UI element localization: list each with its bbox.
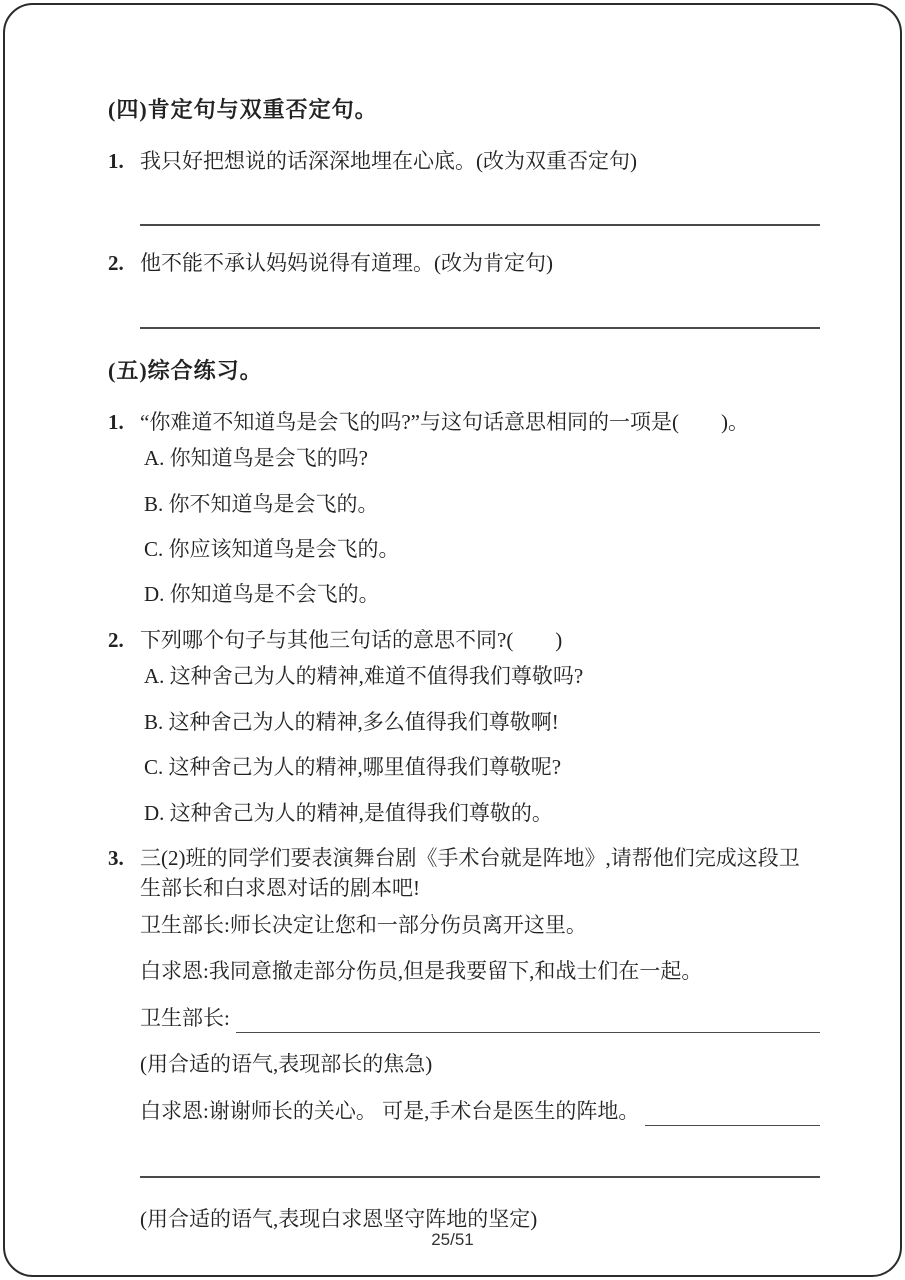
dialogue-line: 卫生部长:师长决定让您和一部分伤员离开这里。 bbox=[140, 912, 587, 937]
dialogue-label: 卫生部长: bbox=[140, 1005, 230, 1030]
question-4-2 bbox=[108, 248, 820, 278]
section-4-title: (四)肯定句与双重否定句。 bbox=[108, 97, 378, 122]
question-number: 1. bbox=[108, 409, 124, 434]
question-text: 我只好把想说的话深深地埋在心底。(改为双重否定句) bbox=[140, 148, 637, 173]
answer-line bbox=[140, 285, 820, 329]
dialogue-blank-row bbox=[140, 1096, 820, 1126]
question-5-1 bbox=[108, 407, 820, 437]
question-5-2 bbox=[108, 625, 820, 655]
option-a: A. 你知道鸟是会飞的吗? bbox=[144, 446, 368, 471]
answer-line bbox=[140, 1142, 820, 1178]
option-d: D. 你知道鸟是不会飞的。 bbox=[144, 582, 380, 607]
page-number: 25/51 bbox=[431, 1230, 474, 1249]
question-text: 三(2)班的同学们要表演舞台剧《手术台就是阵地》,请帮他们完成这段卫生部长和白求恩对话的剧本吧! bbox=[140, 846, 800, 901]
question-number: 1. bbox=[108, 148, 124, 173]
question-number: 3. bbox=[108, 846, 124, 871]
option-b: B. 你不知道鸟是会飞的。 bbox=[144, 491, 379, 516]
dialogue-text: 白求恩:谢谢师长的关心。 可是,手术台是医生的阵地。 bbox=[140, 1098, 640, 1123]
option-a: A. 这种舍己为人的精神,难道不值得我们尊敬吗? bbox=[144, 664, 584, 689]
dialogue-line: 白求恩:我同意撤走部分伤员,但是我要留下,和战士们在一起。 bbox=[140, 959, 703, 984]
tone-note: (用合适的语气,表现部长的焦急) bbox=[140, 1052, 433, 1077]
question-number: 2. bbox=[108, 251, 124, 276]
question-text: 下列哪个句子与其他三句话的意思不同?( ) bbox=[140, 627, 563, 652]
option-c: C. 这种舍己为人的精神,哪里值得我们尊敬呢? bbox=[144, 755, 562, 780]
question-number: 2. bbox=[108, 627, 124, 652]
answer-line bbox=[645, 1101, 820, 1126]
answer-line bbox=[140, 182, 820, 226]
worksheet-content bbox=[108, 94, 820, 1251]
option-c: C. 你应该知道鸟是会飞的。 bbox=[144, 536, 400, 561]
question-text: “你难道不知道鸟是会飞的吗?”与这句话意思相同的一项是( )。 bbox=[140, 409, 749, 434]
dialogue-blank-row bbox=[140, 1003, 820, 1033]
question-4-1 bbox=[108, 146, 820, 176]
option-d: D. 这种舍己为人的精神,是值得我们尊敬的。 bbox=[144, 800, 553, 825]
option-b: B. 这种舍己为人的精神,多么值得我们尊敬啊! bbox=[144, 709, 559, 734]
answer-line bbox=[236, 1008, 820, 1033]
question-text: 他不能不承认妈妈说得有道理。(改为肯定句) bbox=[140, 251, 553, 276]
section-5-title: (五)综合练习。 bbox=[108, 357, 263, 383]
question-5-3 bbox=[108, 843, 820, 904]
tone-note: (用合适的语气,表现白求恩坚守阵地的坚定) bbox=[140, 1207, 538, 1232]
